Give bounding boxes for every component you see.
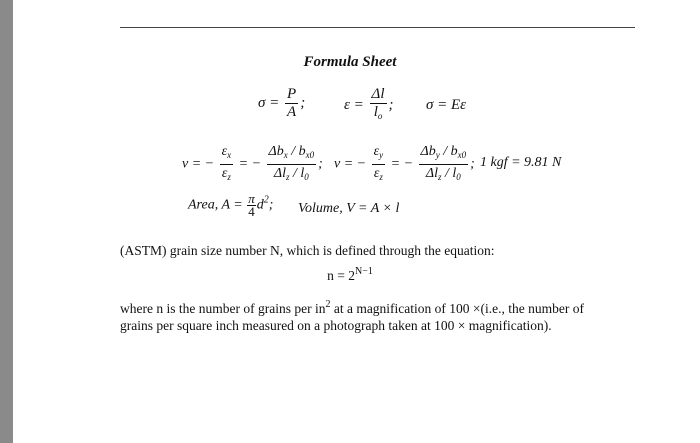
poisson1-dimension-fraction: $\frac{\Delta b_x / b_{x0}}{\Delta l_z / l_0}$ <box>268 144 315 182</box>
astm-desc-line2: grains per square inch measured on a photograph taken at 100 × magnification). <box>120 318 552 333</box>
poisson2-dimension-fraction: $\frac{\Delta b_y / b_{x0}}{\Delta l_z / l_0}$ <box>420 144 467 182</box>
top-divider <box>120 27 635 28</box>
poisson2-strain-fraction: $\frac{\varepsilon_y}{\varepsilon_z}$ <box>373 144 384 182</box>
astm-intro: (ASTM) grain size number N, which is defined through the equation: <box>120 243 495 258</box>
strain-separator: ; <box>388 96 394 113</box>
stress-formula <box>258 86 305 121</box>
poisson-ratio-formula-x <box>182 143 323 186</box>
poisson1-separator: ; <box>318 156 323 172</box>
strain-lhs: ε = <box>344 96 364 113</box>
volume-formula: Volume, V = A × l <box>298 201 400 216</box>
stress-fraction <box>285 86 298 121</box>
astm-description <box>120 296 640 334</box>
strain-formula <box>344 86 394 125</box>
kgf-conversion: 1 kgf = 9.81 N <box>480 155 562 170</box>
stress-numerator: P <box>287 86 297 102</box>
poisson2-mid: = − <box>390 156 414 172</box>
area-formula: Area, A = $\frac{\pi}{4}$ $d^2$; <box>188 191 274 219</box>
stress-denominator: A <box>287 104 297 120</box>
poisson2-separator: ; <box>470 156 475 172</box>
hooke-law-formula: σ = Eε <box>426 97 467 113</box>
strain-denominator: $l_o$ <box>373 104 383 121</box>
page-title: Formula Sheet <box>303 54 397 70</box>
poisson2-lhs: ν = − <box>334 156 367 172</box>
poisson1-mid: = − <box>238 156 262 172</box>
grain-size-equation: $n = 2^{N-1}$ <box>327 266 373 283</box>
stress-separator: ; <box>300 94 306 111</box>
area-fraction: $\frac{\pi}{4}$ <box>248 191 255 219</box>
poisson1-strain-fraction: $\frac{\varepsilon_x}{\varepsilon_z}$ <box>221 144 232 182</box>
strain-numerator: Δl <box>371 86 385 102</box>
astm-desc-line1: where n is the number of grains per $in^2$ at a magnification of 100 ×(i.e., the number of <box>120 299 584 316</box>
area-lhs: Area, A = <box>188 197 243 213</box>
stress-lhs: σ = <box>258 94 280 111</box>
poisson-ratio-formula-y <box>334 143 475 186</box>
poisson1-lhs: ν = − <box>182 156 215 172</box>
strain-fraction <box>370 86 387 125</box>
